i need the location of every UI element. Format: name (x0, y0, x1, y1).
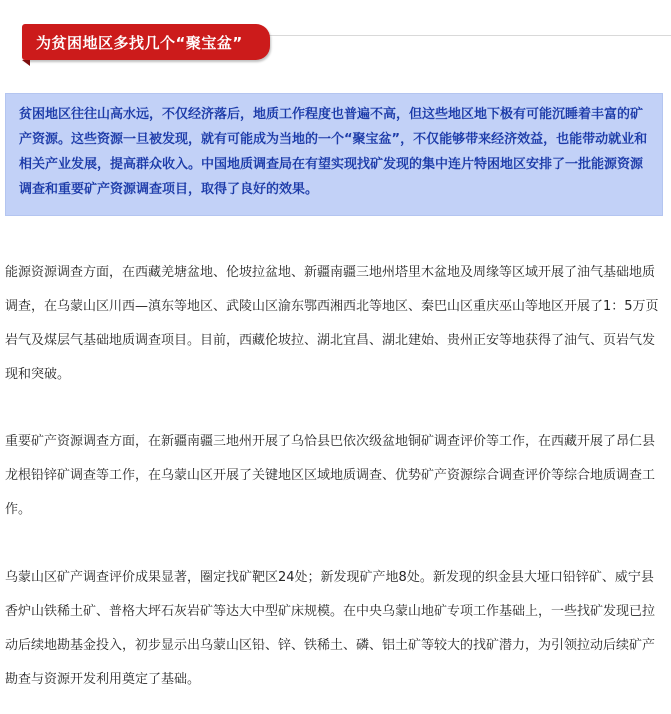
title-banner (22, 24, 270, 60)
banner-fold-decoration (22, 60, 30, 66)
body-paragraph-wumeng: 乌蒙山区矿产调查评价成果显著，圈定找矿靶区24处；新发现矿产地8处。新发现的织金县大垭口铅锌矿、威宁县香炉山铁稀土矿、普格大坪石灰岩矿等达大中型矿床规模。在中央乌蒙山地矿专项工作基础上，一些找矿发现已拉动后续地勘基金投入，初步显示出乌蒙山区铅、锌、铁稀土、磷、铝土矿等较大的找矿潜力，为引领拉动后续矿产勘查与资源开发利用奠定了基础。 (5, 570, 656, 687)
article-title: 为贫困地区多找几个“聚宝盆” (36, 33, 243, 52)
body-paragraph-energy: 能源资源调查方面，在西藏羌塘盆地、伦坡拉盆地、新疆南疆三地州塔里木盆地及周缘等区域开展了油气基础地质调查，在乌蒙山区川西—滇东等地区、武陵山区渝东鄂西湘西北等地区、秦巴山区重庆巫山等地区开展了1：5万页岩气及煤层气基础地质调查项目。目前，西藏伦坡拉、湖北宜昌、湖北建始、贵州正安等地获得了油气、页岩气发现和突破。 (5, 265, 659, 382)
body-paragraph-minerals: 重要矿产资源调查方面，在新疆南疆三地州开展了乌恰县巴依次级盆地铜矿调查评价等工作，在西藏开展了昂仁县龙根铅锌矿调查等工作，在乌蒙山区开展了关键地区区域地质调查、优势矿产资源综合调查评价等综合地质调查工作。 (5, 434, 656, 517)
summary-text: 贫困地区往往山高水远，不仅经济落后，地质工作程度也普遍不高，但这些地区地下极有可能沉睡着丰富的矿产资源。这些资源一旦被发现，就有可能成为当地的一个“聚宝盆”，不仅能够带来经济效益，也能带动就业和相关产业发展，提高群众收入。中国地质调查局在有望实现找矿发现的集中连片特困地区安排了一批能源资源调查和重要矿产资源调查项目，取得了良好的效果。 (19, 107, 648, 197)
summary-box (5, 93, 663, 216)
